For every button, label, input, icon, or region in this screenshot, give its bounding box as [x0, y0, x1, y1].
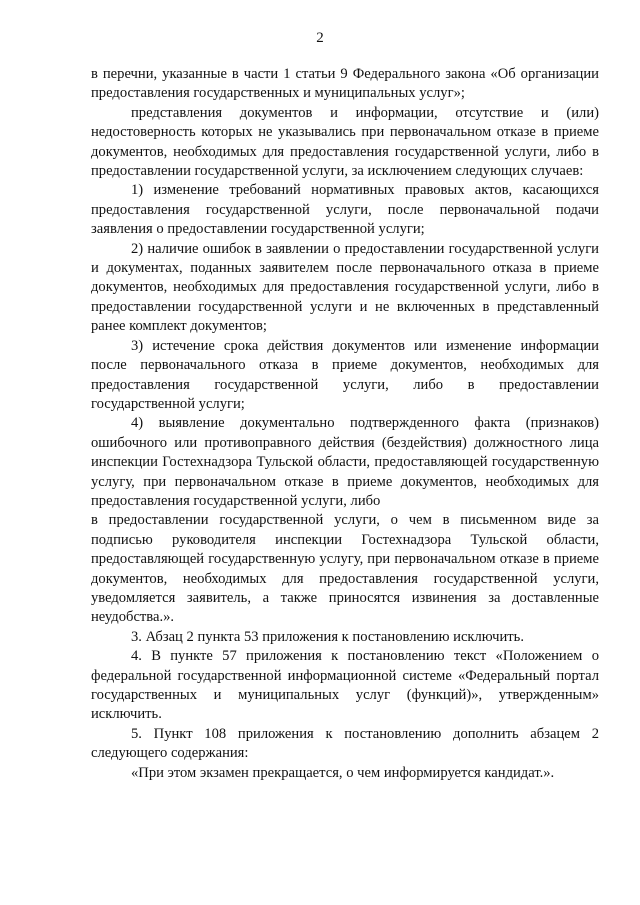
paragraph: 4) выявление документально подтвержденного факта (признаков) ошибочного или противоправного действия (бездействия) должностного лица инспекции Гостехнадзора Тульской области, предоставляющей государственную услугу, при первоначальном отказе в приеме документов, необходимых для предоставления государственной услуги, либо в предоставлении государственной услуги, о чем в письменном виде за подписью руководителя инспекции Гостехнадзора Тульской области, предоставляющей государственную услугу, при первоначальном отказе в приеме документов, необходимых для предоставления государственной услуги, уведомляется заявитель, а также приносятся извинения за доставленные неудобства.».	[91, 415, 599, 626]
paragraph: 3) истечение срока действия документов или изменение информации после первоначального отказа в приеме документов, необходимых для предоставления государственной услуги, либо в предоставлении государственной услуги;	[91, 337, 599, 412]
paragraph: 4. В пункте 57 приложения к постановлению текст «Положением о федеральной государственной информационной системе «Федеральный портал государственных и муниципальных услуг (функций)», утвержденным» исключить.	[91, 648, 599, 723]
page-number: 2	[316, 30, 324, 46]
paragraph: 2) наличие ошибок в заявлении о предоставлении государственной услуги и документах, поданных заявителем после первоначального отказа в приеме документов, необходимых для предоставления государственной услуги, либо в предоставлении государственной услуги и не включенных в представленный ранее комплект документов;	[91, 240, 599, 335]
document-body	[91, 65, 599, 783]
paragraph: 5. Пункт 108 приложения к постановлению дополнить абзацем 2 следующего содержания:	[91, 725, 599, 762]
paragraph: представления документов и информации, отсутствие и (или) недостоверность которых не указывались при первоначальном отказе в приеме документов, необходимых для предоставления государственной услуги, либо в предоставлении государственной услуги, за исключением следующих случаев:	[91, 104, 599, 180]
paragraph: «При этом экзамен прекращается, о чем информируется кандидат.».	[131, 764, 555, 781]
paragraph: в перечни, указанные в части 1 статьи 9 Федерального закона «Об организации предоставления государственных и муниципальных услуг»;	[91, 66, 599, 102]
paragraph: 3. Абзац 2 пункта 53 приложения к постановлению исключить.	[131, 628, 524, 645]
paragraph: 1) изменение требований нормативных правовых актов, касающихся предоставления государственной услуги, после первоначальной подачи заявления о предоставлении государственной услуги;	[91, 182, 599, 238]
